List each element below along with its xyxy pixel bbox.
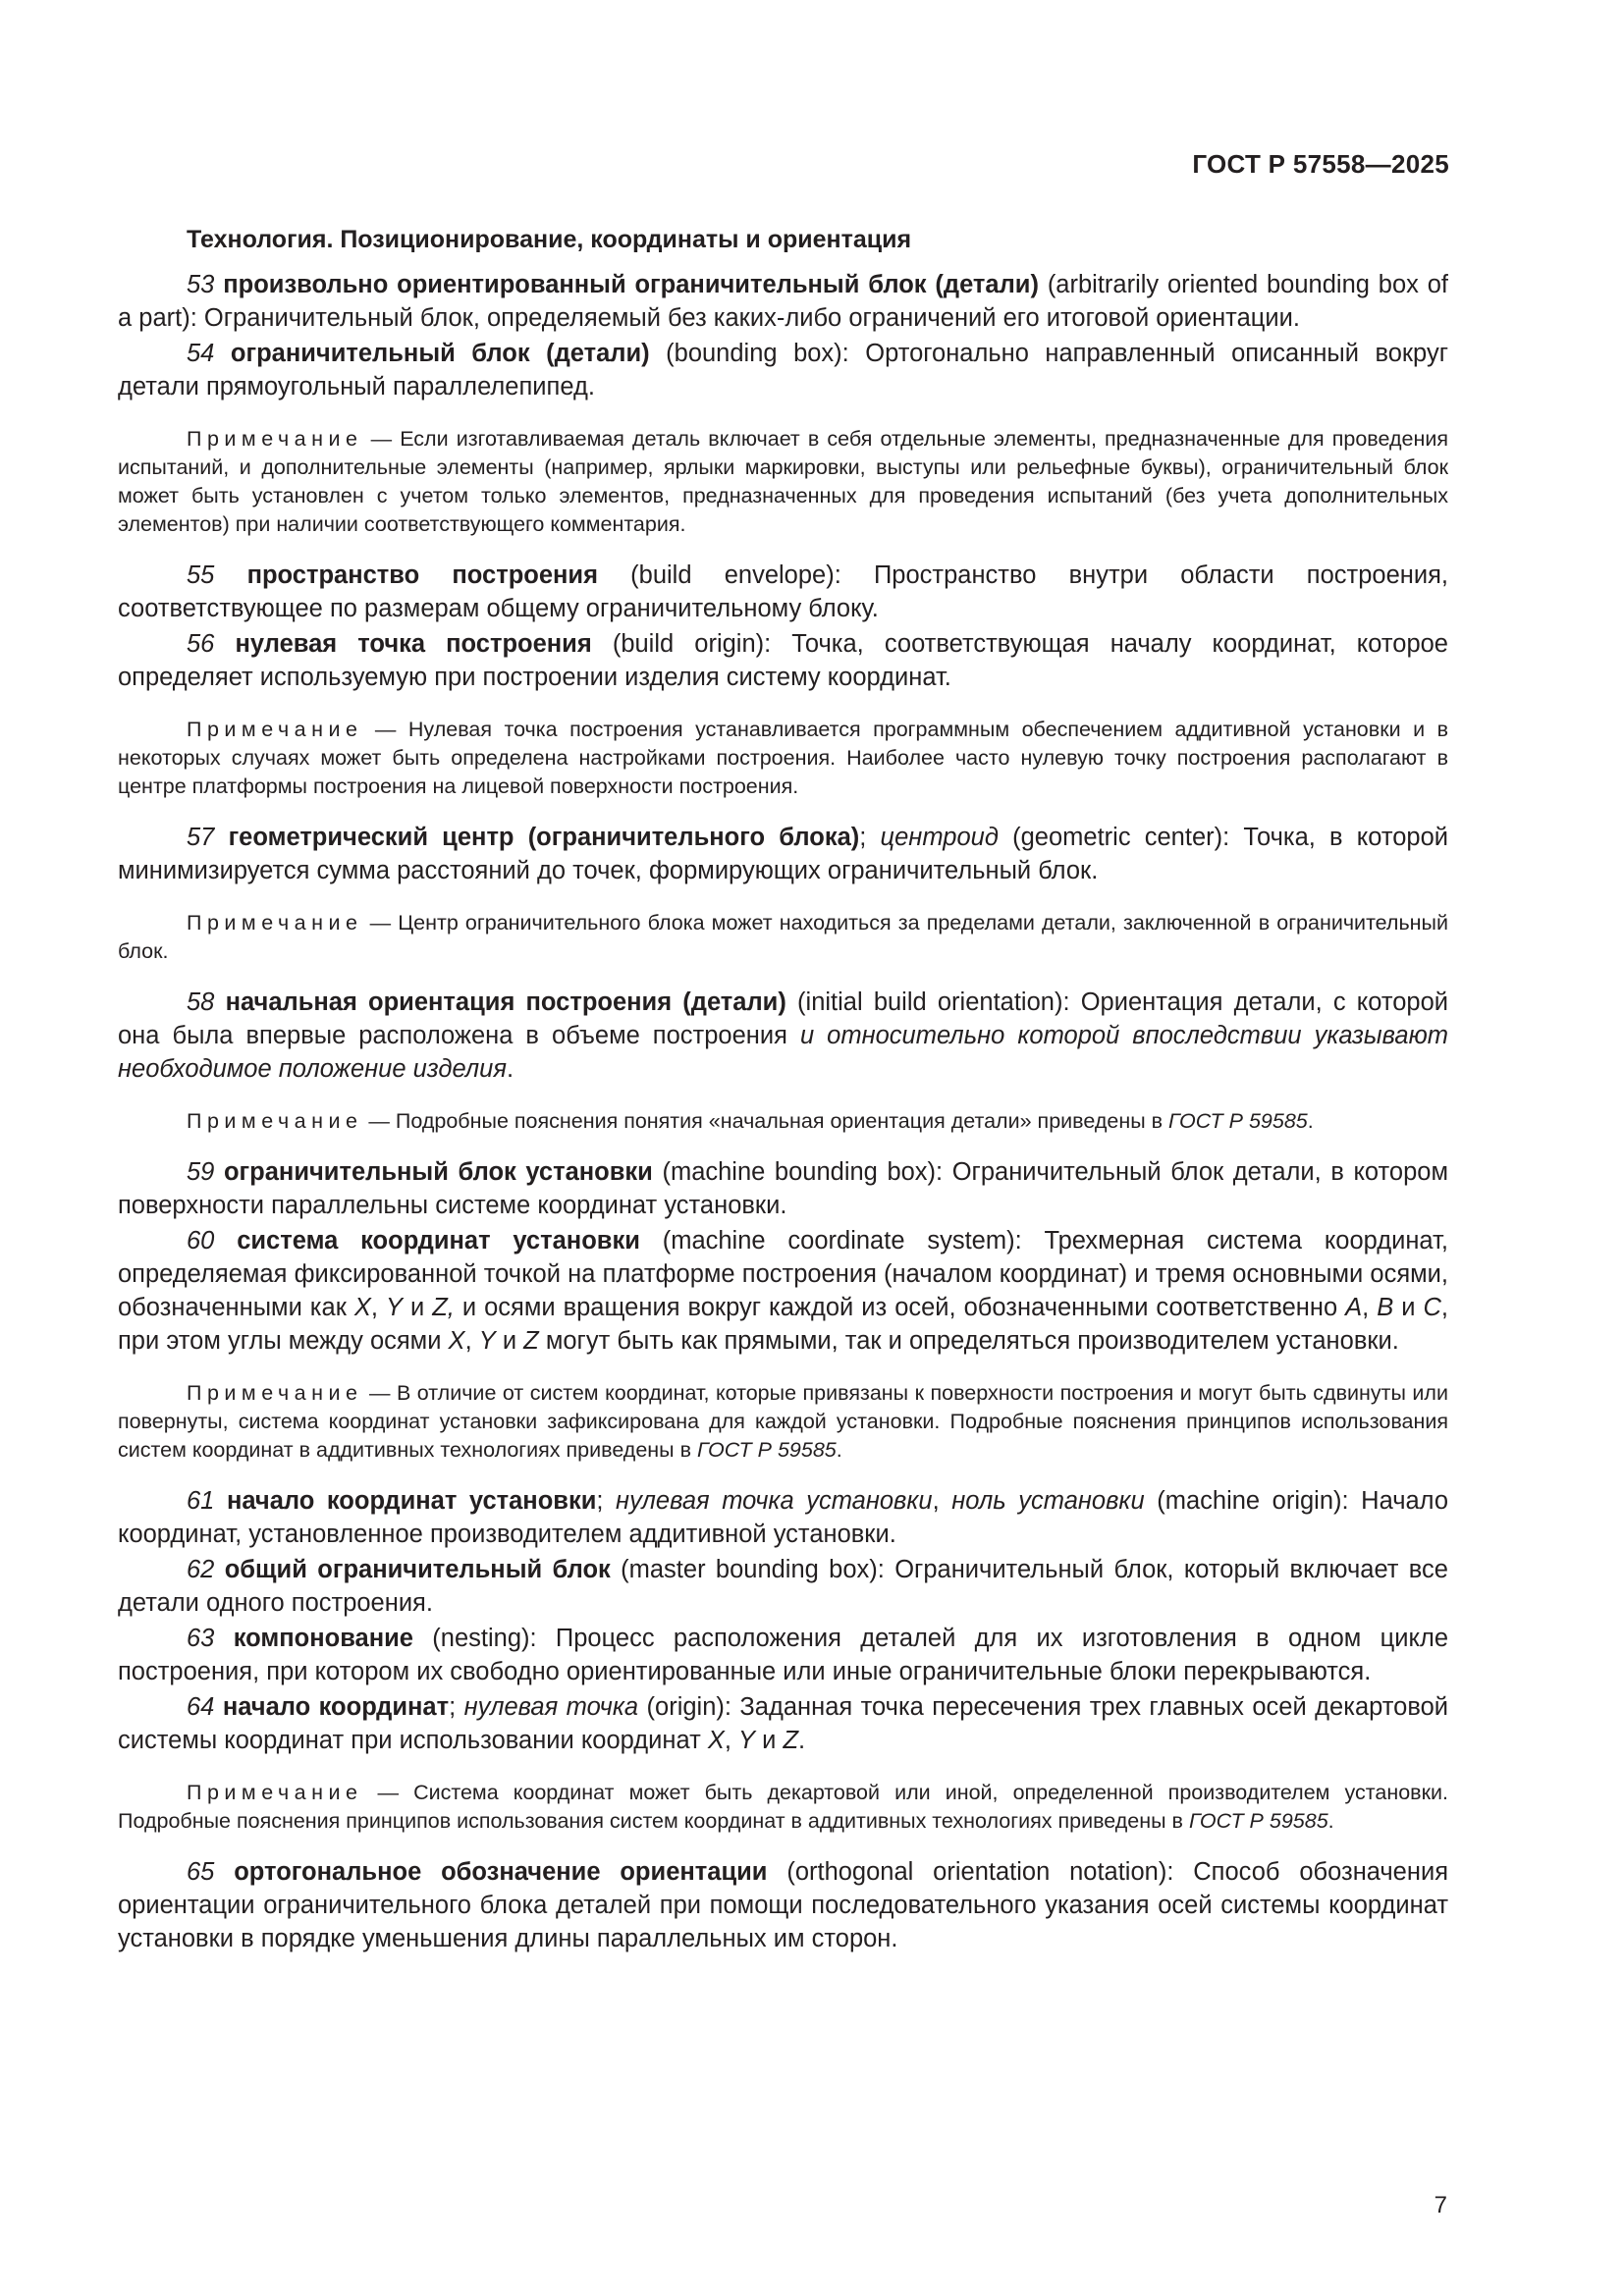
term-name: компонование (233, 1625, 413, 1652)
term-name: произвольно ориентированный ограничительный блок (детали) (223, 271, 1039, 298)
term-english: (orthogonal orientation notation): (767, 1858, 1194, 1886)
term-65 (118, 1855, 1448, 1955)
comma: , (1362, 1294, 1378, 1321)
term-64 (118, 1690, 1448, 1757)
term-name: геометрический центр (ограничительного блока) (228, 824, 860, 851)
term-number: 62 (187, 1556, 215, 1583)
note-label: Примечание (187, 427, 363, 451)
term-number: 64 (187, 1693, 215, 1721)
term-definition: Ограничительный блок, который включает все детали одного построения. (118, 1556, 1448, 1617)
axis-b: B (1377, 1294, 1394, 1321)
term-number: 54 (187, 340, 215, 367)
term-definition: Заданная точка пересечения трех главных осей декартовой системы координат при использовании координат (118, 1693, 1449, 1754)
axis-x: X (707, 1727, 725, 1754)
term-57 (118, 821, 1448, 887)
term-english: (build origin): (591, 630, 792, 658)
term-definition: Ограничительный блок, определяемый без каких-либо ограничений его итоговой ориентации. (203, 304, 1300, 332)
term-end: . (798, 1727, 806, 1754)
term-name: нулевая точка построения (235, 630, 592, 658)
term-english: (geometric center): (998, 824, 1244, 851)
axis-z: Z (523, 1327, 539, 1355)
term-54 (118, 337, 1448, 403)
term-definition-italic: и относительно которой впоследствии указывают необходимое положение изделия (118, 1022, 1448, 1083)
note-dash: — (362, 718, 408, 741)
term-synonym: нулевая точка (463, 1693, 639, 1721)
page-number: 7 (1434, 2192, 1447, 2218)
section-heading: Технология. Позиционирование, координаты и ориентация (187, 226, 912, 253)
note-58 (118, 1107, 1448, 1136)
axis-x: X (353, 1294, 371, 1321)
axis-a: A (1345, 1294, 1363, 1321)
term-59 (118, 1155, 1448, 1222)
axis-x: X (448, 1327, 465, 1355)
term-number: 59 (187, 1158, 215, 1186)
note-56 (118, 716, 1448, 801)
term-definition: Ориентация детали, с которой она была впервые расположена в объеме построения (118, 988, 1449, 1049)
note-text: Нулевая точка построения устанавливается программным обеспечением аддитивной установки и в некоторых случаях может быть определена настройками построения. Наиболее часто нулевую точку построения располагают в центре платформы построения на лицевой поверхности построения. (118, 718, 1448, 798)
term-definition: могут быть как прямыми, так и определяться производителем установки. (538, 1327, 1399, 1355)
term-english: (machine origin): (1144, 1487, 1362, 1515)
note-text: Система координат может быть декартовой или иной, определенной производителем установки. Подробные пояснения принципов использования систем координат в аддитивных технологиях приведены в (118, 1781, 1448, 1833)
note-text: В отличие от систем координат, которые привязаны к поверхности построения и могут быть сдвинуты или повернуты, система координат установки зафиксирована для каждой установки. Подробные пояснения принципов использования систем координат в аддитивных технологиях приведены в (118, 1381, 1448, 1462)
comma: , (464, 1327, 479, 1355)
note-dash: — (362, 427, 401, 451)
axis-y: Y (385, 1294, 403, 1321)
term-number: 60 (187, 1227, 215, 1255)
term-53 (118, 268, 1448, 335)
term-separator: ; (859, 824, 881, 851)
term-number: 65 (187, 1858, 215, 1886)
note-dash: — (362, 1781, 414, 1804)
note-57 (118, 909, 1448, 966)
note-text: Если изготавливаемая деталь включает в себя отдельные элементы, предназначенные для проведения испытаний, и дополнительные элементы (например, ярлыки маркировки, выступы или рельефные буквы), ограничительный блок может быть установлен с учетом только элементов, предназначенных для проведения испытаний (без учета дополнительных элементов) при наличии соответствующего комментария. (118, 427, 1448, 536)
term-english: (master bounding box): (610, 1556, 895, 1583)
term-english: (machine bounding box): (652, 1158, 952, 1186)
term-english: (origin): (638, 1693, 740, 1721)
standard-reference: ГОСТ Р 59585 (1168, 1109, 1308, 1133)
term-number: 53 (187, 271, 215, 298)
term-synonym: центроид (880, 824, 999, 851)
term-definition: Пространство внутри области построения, соответствующее по размерам общему ограничительному блоку. (118, 561, 1448, 622)
term-english: (machine coordinate system): (639, 1227, 1045, 1255)
conjunction: и (495, 1327, 524, 1355)
note-dash: — (362, 1109, 396, 1133)
term-definition: и осями вращения вокруг каждой из осей, обозначенными соответственно (454, 1294, 1346, 1321)
standard-reference: ГОСТ Р 59585 (1188, 1809, 1328, 1833)
term-definition: Процесс расположения деталей для их изготовления в одном цикле построения, при котором их свободно ориентированные или иные ограничительные блоки перекрываются. (118, 1625, 1449, 1685)
standard-reference: ГОСТ Р 59585 (697, 1438, 837, 1462)
conjunction: и (1393, 1294, 1424, 1321)
comma: , (370, 1294, 386, 1321)
axis-y: Y (738, 1727, 756, 1754)
term-number: 61 (187, 1487, 215, 1515)
term-synonym: нулевая точка установки (616, 1487, 933, 1515)
note-end: . (836, 1438, 842, 1462)
note-60 (118, 1379, 1448, 1465)
conjunction: и (402, 1294, 433, 1321)
term-english: (bounding box): (649, 340, 866, 367)
term-english: (build envelope): (597, 561, 874, 589)
term-58 (118, 986, 1448, 1086)
note-end: . (1327, 1809, 1334, 1833)
comma: , (724, 1727, 739, 1754)
term-definition-end: . (506, 1055, 514, 1083)
axis-z: Z, (432, 1294, 455, 1321)
note-label: Примечание (187, 718, 363, 741)
note-label: Примечание (187, 1381, 363, 1405)
note-54 (118, 425, 1448, 539)
term-name: ортогональное обозначение ориентации (234, 1858, 768, 1886)
term-english: (nesting): (412, 1625, 556, 1652)
term-definition: Начало координат, установленное производителем аддитивной установки. (118, 1487, 1449, 1548)
term-separator: ; (596, 1487, 617, 1515)
term-61 (118, 1484, 1448, 1551)
standard-designation: ГОСТ Р 57558—2025 (1192, 149, 1449, 179)
term-definition: , при этом углы между осями (118, 1294, 1448, 1355)
term-synonym: ноль установки (951, 1487, 1145, 1515)
term-60 (118, 1224, 1448, 1358)
term-name: начало координат (222, 1693, 450, 1721)
term-62 (118, 1553, 1448, 1620)
term-number: 63 (187, 1625, 215, 1652)
note-label: Примечание (187, 911, 363, 934)
term-number: 57 (187, 824, 215, 851)
conjunction: и (755, 1727, 784, 1754)
term-english: (arbitrarily oriented bounding box of a part): (118, 271, 1449, 332)
note-64 (118, 1779, 1448, 1836)
axis-y: Y (478, 1327, 496, 1355)
term-name: пространство построения (246, 561, 598, 589)
note-label: Примечание (187, 1781, 363, 1804)
term-name: общий ограничительный блок (224, 1556, 611, 1583)
term-name: начальная ориентация построения (детали) (225, 988, 786, 1016)
term-definition: Точка, соответствующая началу координат, которое определяет используемую при построении изделия систему координат. (118, 630, 1448, 691)
term-number: 58 (187, 988, 215, 1016)
term-definition: Способ обозначения ориентации ограничительного блока деталей при помощи последовательного указания осей системы координат установки в порядке уменьшения длины параллельных им сторон. (118, 1858, 1448, 1952)
note-text: Подробные пояснения понятия «начальная ориентация детали» приведены в (395, 1109, 1169, 1133)
term-number: 56 (187, 630, 215, 658)
term-name: начало координат установки (226, 1487, 597, 1515)
page-content (118, 226, 1448, 1955)
note-text: Центр ограничительного блока может находиться за пределами детали, заключенной в ограничительный блок. (118, 911, 1448, 963)
note-dash: — (362, 1381, 397, 1405)
term-separator: , (932, 1487, 952, 1515)
term-definition: Точка, в которой минимизируется сумма расстояний до точек, формирующих ограничительный блок. (118, 824, 1449, 884)
axis-c: C (1423, 1294, 1441, 1321)
term-definition: Трехмерная система координат, определяемая фиксированной точкой на платформе построения (началом координат) и тремя основными осями, обозначенными как (118, 1227, 1448, 1321)
term-separator: ; (449, 1693, 464, 1721)
term-56 (118, 627, 1448, 694)
term-name: система координат установки (237, 1227, 640, 1255)
term-name: ограничительный блок установки (223, 1158, 653, 1186)
term-english: (initial build orientation): (785, 988, 1081, 1016)
term-63 (118, 1622, 1448, 1688)
note-end: . (1307, 1109, 1314, 1133)
note-dash: — (362, 911, 399, 934)
term-name: ограничительный блок (детали) (230, 340, 650, 367)
term-definition: Ограничительный блок детали, в котором поверхности параллельны системе координат установки. (118, 1158, 1448, 1219)
axis-z: Z (783, 1727, 799, 1754)
term-55 (118, 559, 1448, 625)
note-label: Примечание (187, 1109, 363, 1133)
term-definition: Ортогонально направленный описанный вокруг детали прямоугольный параллелепипед. (118, 340, 1449, 400)
term-number: 55 (187, 561, 215, 589)
